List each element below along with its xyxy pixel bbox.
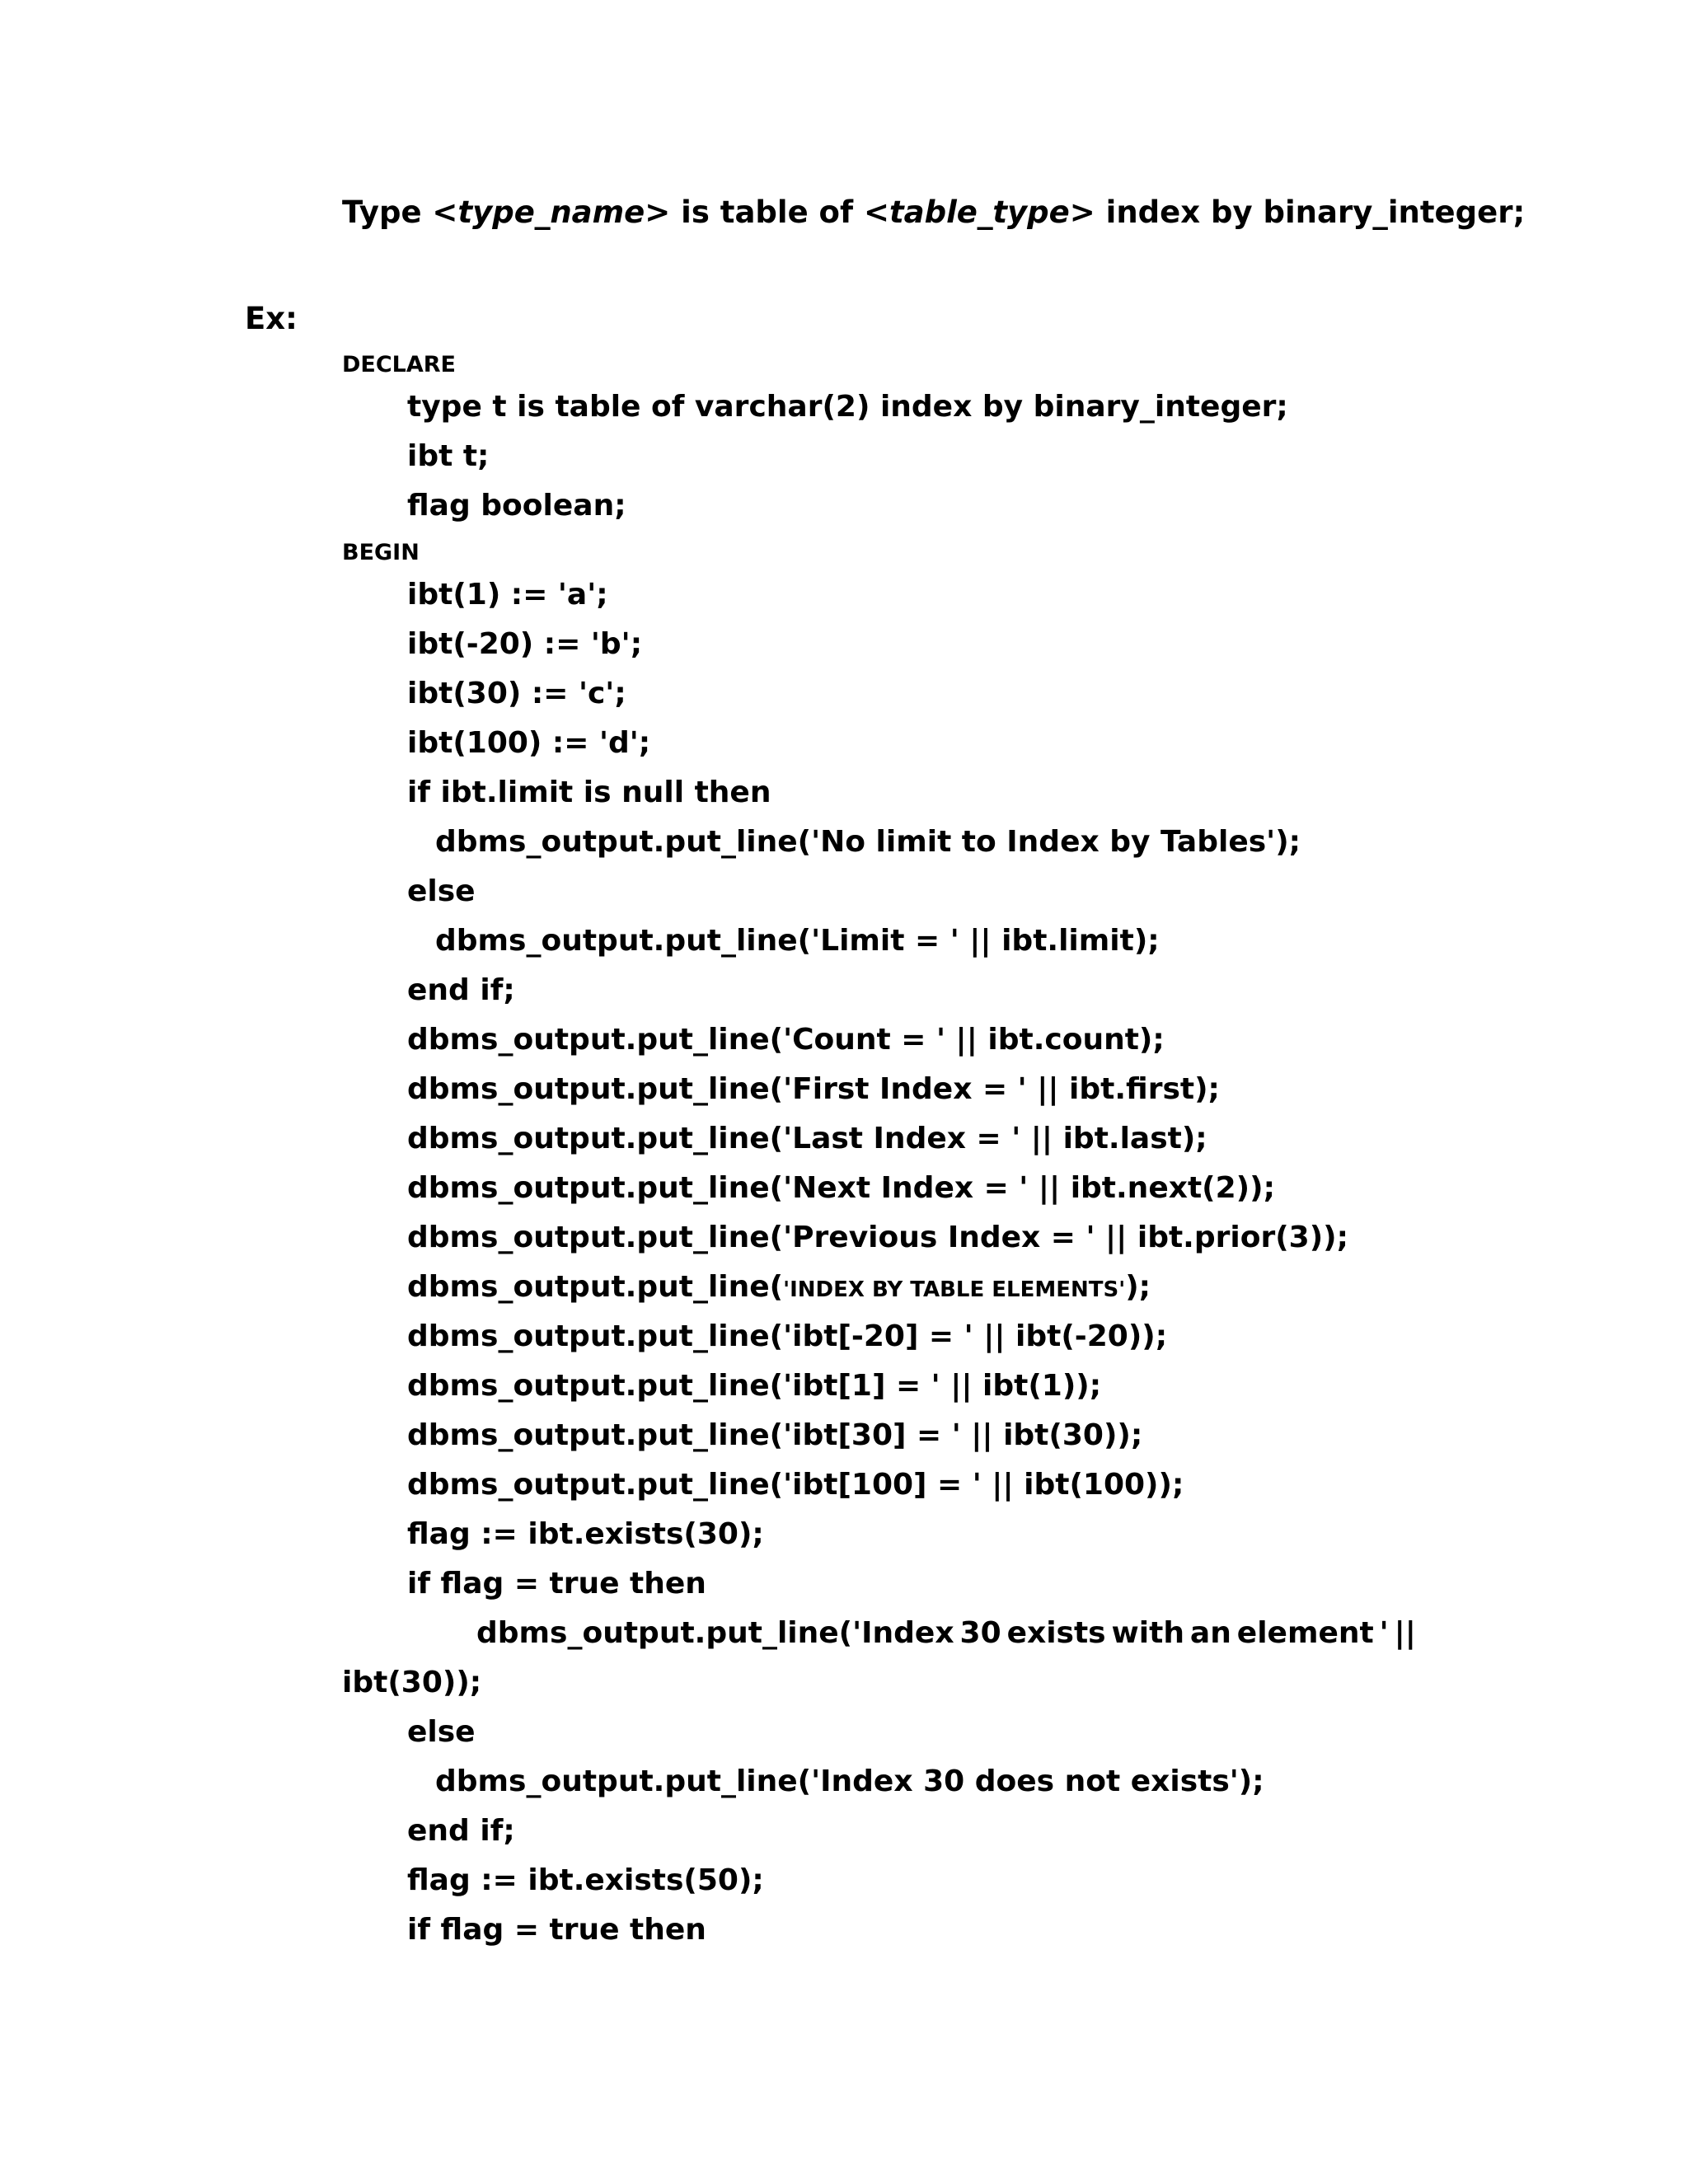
- code-line: dbms_output.put_line('Next Index = ' || ibt.next(2));: [407, 1171, 1275, 1205]
- syntax-placeholder-type-name: type_name: [457, 194, 645, 230]
- wrapped-word: dbms_output.put_line('Index: [476, 1616, 954, 1650]
- code-line: if flag = true then: [407, 1567, 706, 1601]
- syntax-part-1: Type <: [342, 194, 458, 230]
- code-line: ibt(100) := 'd';: [407, 726, 651, 760]
- code-line: end if;: [407, 973, 515, 1007]
- code-line: else: [407, 874, 476, 908]
- code-line: flag := ibt.exists(30);: [407, 1517, 764, 1551]
- declare-keyword: DECLARE: [342, 352, 457, 377]
- code-line-wrapped-continuation: ibt(30));: [342, 1666, 482, 1699]
- code-line: dbms_output.put_line('ibt[30] = ' || ibt(30));: [407, 1418, 1143, 1452]
- code-line: dbms_output.put_line('Count = ' || ibt.count);: [407, 1023, 1165, 1057]
- elements-line-literal: 'INDEX BY TABLE ELEMENTS': [783, 1277, 1126, 1302]
- code-line-elements-heading: [407, 1269, 1151, 1308]
- code-line: ibt(30) := 'c';: [407, 677, 626, 710]
- wrapped-word: ': [1379, 1616, 1389, 1650]
- syntax-placeholder-table-type: table_type: [889, 194, 1070, 230]
- wrapped-word: an: [1189, 1616, 1231, 1650]
- code-line: end if;: [407, 1814, 515, 1848]
- example-label: Ex:: [245, 301, 298, 336]
- code-line: if flag = true then: [407, 1913, 706, 1947]
- code-line-decl-type: type t is table of varchar(2) index by binary_integer;: [407, 390, 1288, 424]
- elements-line-suffix: );: [1125, 1270, 1151, 1304]
- syntax-line: [342, 194, 1525, 231]
- elements-line-prefix: dbms_output.put_line(: [407, 1270, 784, 1304]
- code-line: dbms_output.put_line('Limit = ' || ibt.limit);: [435, 924, 1160, 958]
- code-line-decl-flag: flag boolean;: [407, 489, 626, 523]
- code-line: dbms_output.put_line('First Index = ' || ibt.first);: [407, 1072, 1220, 1106]
- wrapped-word: exists: [1006, 1616, 1106, 1650]
- begin-keyword: BEGIN: [342, 540, 420, 565]
- syntax-part-3: > index by binary_integer;: [1069, 194, 1526, 230]
- code-line: ibt(-20) := 'b';: [407, 627, 643, 661]
- code-line: ibt(1) := 'a';: [407, 578, 608, 612]
- code-line: dbms_output.put_line('Previous Index = ' || ibt.prior(3));: [407, 1221, 1349, 1254]
- code-line: dbms_output.put_line('ibt[1] = ' || ibt(1));: [407, 1369, 1102, 1403]
- code-line: flag := ibt.exists(50);: [407, 1863, 764, 1897]
- code-line: dbms_output.put_line('Last Index = ' || ibt.last);: [407, 1122, 1207, 1155]
- code-line: dbms_output.put_line('No limit to Index by Tables');: [435, 825, 1301, 859]
- code-line: dbms_output.put_line('ibt[-20] = ' || ibt(-20));: [407, 1319, 1168, 1353]
- wrapped-word: with: [1111, 1616, 1184, 1650]
- code-line: dbms_output.put_line('Index 30 does not exists');: [435, 1765, 1264, 1798]
- code-line: else: [407, 1715, 476, 1749]
- syntax-part-2: > is table of <: [645, 194, 889, 230]
- wrapped-word: element: [1236, 1616, 1374, 1650]
- wrapped-word: 30: [959, 1616, 1001, 1650]
- code-line-decl-ibt: ibt t;: [407, 439, 490, 473]
- code-line: dbms_output.put_line('ibt[100] = ' || ibt(100));: [407, 1468, 1184, 1502]
- code-line-wrapped: [476, 1615, 1416, 1652]
- code-line: if ibt.limit is null then: [407, 776, 771, 809]
- wrapped-word: ||: [1394, 1616, 1416, 1650]
